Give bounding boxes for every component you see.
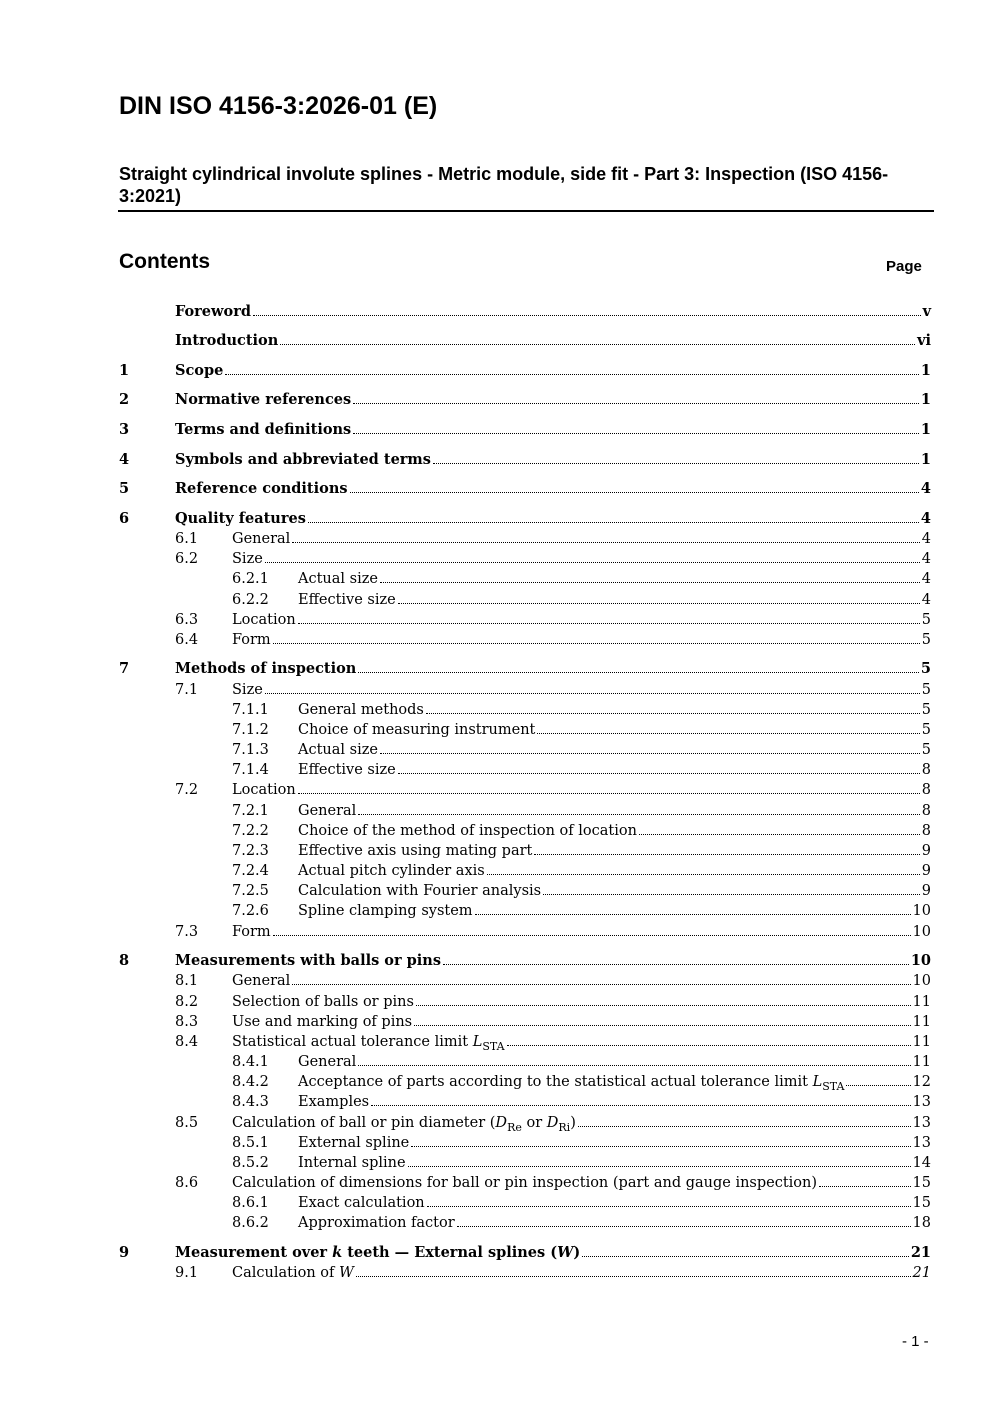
- toc-entry[interactable]: [175, 971, 931, 991]
- toc-dot-leader: [353, 433, 919, 434]
- toc-entry-title: Foreword: [175, 303, 251, 320]
- toc-entry-page: 11: [912, 1034, 931, 1050]
- toc-entry-page: 8: [921, 762, 931, 778]
- toc-entry[interactable]: [119, 509, 931, 529]
- toc-dot-leader: [433, 463, 919, 464]
- toc-entry[interactable]: [232, 720, 931, 740]
- toc-dot-leader: [356, 1276, 911, 1277]
- toc-dot-leader: [273, 935, 911, 936]
- toc-entry-title: Measurements with balls or pins: [175, 952, 442, 969]
- toc-entry-number: 8.6.1: [232, 1195, 269, 1211]
- toc-entry-page: 9: [921, 863, 931, 879]
- toc-entry-page: 4: [921, 551, 931, 567]
- toc-entry-number: 8.5.1: [232, 1135, 269, 1151]
- toc-dot-leader: [398, 773, 920, 774]
- toc-dot-leader: [398, 603, 920, 604]
- toc-dot-leader: [265, 562, 920, 563]
- toc-dot-leader: [578, 1126, 911, 1127]
- toc-entry-page: 15: [912, 1195, 931, 1211]
- toc-entry-page: 5: [920, 660, 931, 677]
- toc-entry-page: 21: [910, 1244, 931, 1261]
- toc-entry-page: v: [922, 303, 931, 320]
- toc-entry-title: General: [232, 531, 291, 547]
- toc-entry-page: 5: [921, 742, 931, 758]
- toc-entry-title: Measurement over k teeth — External splines (W): [175, 1244, 581, 1261]
- toc-entry-page: 10: [912, 973, 931, 989]
- toc-entry-page: 21: [912, 1265, 931, 1281]
- toc-entry-title: Actual size: [298, 571, 378, 587]
- toc-entry-page: 1: [920, 451, 931, 468]
- toc-entry[interactable]: [232, 1193, 931, 1213]
- toc-entry-title: Calculation of W: [232, 1265, 354, 1281]
- toc-entry-title: Terms and definitions: [175, 421, 352, 438]
- document-subtitle: Straight cylindrical involute splines - Metric module, side fit - Part 3: Inspection (ISO 4156-3:2021): [119, 164, 889, 206]
- toc-entry-title: Selection of balls or pins: [232, 994, 414, 1010]
- toc-entry-page: 5: [921, 702, 931, 718]
- toc-entry-number: 8.3: [175, 1014, 199, 1030]
- toc-entry-number: 6.2.2: [232, 592, 269, 608]
- toc-entry-number: 6: [119, 510, 130, 527]
- toc-entry-page: 8: [921, 782, 931, 798]
- toc-entry-title: Effective size: [298, 592, 396, 608]
- toc-entry-page: 4: [920, 510, 931, 527]
- toc-entry[interactable]: [232, 1072, 931, 1093]
- toc-entry-page: 4: [921, 531, 931, 547]
- toc-entry-number: 2: [119, 391, 130, 408]
- toc-entry-page: 4: [921, 571, 931, 587]
- toc-dot-leader: [487, 874, 920, 875]
- toc-entry-page: 10: [912, 903, 931, 919]
- toc-entry-title: Form: [232, 632, 271, 648]
- toc-entry-number: 1: [119, 362, 130, 379]
- toc-dot-leader: [225, 374, 919, 375]
- toc-dot-leader: [265, 693, 920, 694]
- toc-entry-number: 7.1.2: [232, 722, 269, 738]
- toc-entry-page: 10: [910, 952, 931, 969]
- toc-entry-title: Approximation factor: [298, 1215, 455, 1231]
- toc-dot-leader: [371, 1105, 910, 1106]
- toc-entry-title: Effective axis using mating part: [298, 843, 533, 859]
- toc-entry-title: Calculation of dimensions for ball or pin inspection (part and gauge inspection): [232, 1175, 818, 1191]
- toc-entry-page: 5: [921, 612, 931, 628]
- toc-entry-title: Actual size: [298, 742, 378, 758]
- toc-entry-title: Use and marking of pins: [232, 1014, 413, 1030]
- toc-dot-leader: [537, 733, 919, 734]
- toc-entry-number: 7.2.6: [232, 903, 269, 919]
- toc-entry[interactable]: [119, 390, 931, 410]
- toc-entry-page: 11: [912, 1014, 931, 1030]
- toc-entry-number: 6.3: [175, 612, 199, 628]
- toc-entry-title: Introduction: [175, 332, 279, 349]
- toc-entry-page: 18: [912, 1215, 931, 1231]
- toc-entry[interactable]: [175, 1032, 931, 1053]
- toc-entry-title: Exact calculation: [298, 1195, 425, 1211]
- toc-entry-page: 9: [921, 883, 931, 899]
- toc-entry[interactable]: [175, 610, 931, 630]
- toc-entry-number: 6.1: [175, 531, 199, 547]
- toc-dot-leader: [819, 1186, 911, 1187]
- toc-entry-number: 7.2.1: [232, 803, 269, 819]
- toc-entry-page: 8: [921, 803, 931, 819]
- toc-entry-title: External spline: [298, 1135, 410, 1151]
- toc-entry-number: 7.1: [175, 682, 199, 698]
- toc-entry[interactable]: [175, 1263, 931, 1283]
- toc-entry-number: 9.1: [175, 1265, 199, 1281]
- toc-entry-page: 5: [921, 682, 931, 698]
- toc-entry-page: 14: [912, 1155, 931, 1171]
- toc-entry-page: 4: [920, 480, 931, 497]
- toc-entry-number: 8.1: [175, 973, 199, 989]
- toc-entry-title: Actual pitch cylinder axis: [298, 863, 485, 879]
- toc-entry[interactable]: [232, 1133, 931, 1153]
- page-number: - 1 -: [902, 1333, 929, 1350]
- toc-entry[interactable]: [232, 700, 931, 720]
- toc-entry-page: 13: [912, 1135, 931, 1151]
- toc-dot-leader: [308, 522, 919, 523]
- toc-entry-title: General: [232, 973, 291, 989]
- toc-dot-leader: [292, 984, 910, 985]
- toc-entry[interactable]: [232, 841, 931, 861]
- toc-entry-title: Choice of the method of inspection of location: [298, 823, 637, 839]
- page-column-label: Page: [886, 258, 922, 275]
- toc-dot-leader: [639, 834, 920, 835]
- toc-dot-leader: [543, 894, 920, 895]
- toc-entry-title: Statistical actual tolerance limit $L_{STA}$: [232, 1034, 505, 1053]
- toc-entry-title: Spline clamping system: [298, 903, 473, 919]
- toc-entry-page: 1: [920, 362, 931, 379]
- toc-dot-leader: [416, 1005, 911, 1006]
- toc-entry[interactable]: [232, 801, 931, 821]
- toc-entry[interactable]: [175, 549, 931, 569]
- toc-entry-page: 13: [912, 1094, 931, 1110]
- toc-entry-number: 7.2: [175, 782, 199, 798]
- toc-entry-number: 8.2: [175, 994, 199, 1010]
- toc-entry-number: 8.5: [175, 1115, 199, 1131]
- toc-entry-number: 8.4.3: [232, 1094, 269, 1110]
- toc-entry-number: 6.4: [175, 632, 199, 648]
- toc-entry-title: Location: [232, 782, 296, 798]
- contents-heading: Contents: [119, 250, 210, 273]
- toc-dot-leader: [475, 914, 911, 915]
- toc-entry[interactable]: [232, 1153, 931, 1173]
- toc-entry[interactable]: [232, 1213, 931, 1233]
- toc-entry-title: General: [298, 803, 357, 819]
- toc-dot-leader: [273, 643, 920, 644]
- toc-entry[interactable]: [175, 992, 931, 1012]
- toc-entry-title: General: [298, 1054, 357, 1070]
- toc-entry-number: 9: [119, 1244, 130, 1261]
- toc-dot-leader: [280, 344, 915, 345]
- toc-entry[interactable]: [119, 1243, 931, 1263]
- toc-dot-leader: [507, 1045, 911, 1046]
- toc-entry-number: 7.2.3: [232, 843, 269, 859]
- toc-entry[interactable]: [175, 331, 931, 351]
- toc-entry-page: 11: [912, 994, 931, 1010]
- toc-dot-leader: [358, 1065, 910, 1066]
- toc-dot-leader: [380, 753, 920, 754]
- toc-entry-title: Size: [232, 682, 263, 698]
- toc-entry[interactable]: [232, 901, 931, 921]
- toc-entry[interactable]: [232, 1052, 931, 1072]
- toc-entry-page: 9: [921, 843, 931, 859]
- toc-entry-title: Quality features: [175, 510, 306, 527]
- toc-entry-page: 8: [921, 823, 931, 839]
- toc-entry[interactable]: [119, 361, 931, 381]
- toc-entry[interactable]: [175, 922, 931, 942]
- toc-entry-title: Scope: [175, 362, 224, 379]
- toc-entry[interactable]: [232, 821, 931, 841]
- toc-entry[interactable]: [232, 861, 931, 881]
- toc-entry-number: 8.6: [175, 1175, 199, 1191]
- toc-entry[interactable]: [119, 450, 931, 470]
- toc-entry[interactable]: [119, 479, 931, 499]
- document-title: DIN ISO 4156-3:2026-01 (E): [119, 92, 438, 120]
- toc-entry-number: 7.3: [175, 924, 199, 940]
- toc-dot-leader: [846, 1085, 910, 1086]
- toc-entry-number: 8.6.2: [232, 1215, 269, 1231]
- toc-entry-number: 5: [119, 480, 130, 497]
- toc-entry-number: 4: [119, 451, 130, 468]
- toc-entry-title: Examples: [298, 1094, 370, 1110]
- toc-entry-title: Effective size: [298, 762, 396, 778]
- toc-entry-title: Calculation of ball or pin diameter ($D_{Re}$ or $D_{Ri}$): [232, 1115, 576, 1134]
- toc-entry-page: vi: [917, 332, 931, 349]
- toc-entry-page: 1: [920, 421, 931, 438]
- toc-entry[interactable]: [175, 780, 931, 800]
- toc-entry-number: 3: [119, 421, 130, 438]
- toc-entry-number: 6.2: [175, 551, 199, 567]
- toc-dot-leader: [443, 964, 909, 965]
- toc-entry-number: 8.4: [175, 1034, 199, 1050]
- toc-entry-title: Internal spline: [298, 1155, 406, 1171]
- toc-entry-page: 1: [920, 391, 931, 408]
- toc-entry-page: 10: [912, 924, 931, 940]
- toc-entry-number: 7.2.4: [232, 863, 269, 879]
- toc-entry-title: Size: [232, 551, 263, 567]
- toc-entry-title: Choice of measuring instrument: [298, 722, 536, 738]
- toc-dot-leader: [426, 713, 920, 714]
- toc-entry-title: Acceptance of parts according to the statistical actual tolerance limit $L_{STA}$: [298, 1074, 845, 1093]
- toc-dot-leader: [408, 1166, 911, 1167]
- toc-entry[interactable]: [175, 680, 931, 700]
- toc-entry-page: 5: [921, 722, 931, 738]
- toc-dot-leader: [582, 1256, 909, 1257]
- toc-entry[interactable]: [232, 740, 931, 760]
- toc-entry-number: 8.4.2: [232, 1074, 269, 1090]
- toc-entry-page: 11: [912, 1054, 931, 1070]
- toc-entry-number: 8.4.1: [232, 1054, 269, 1070]
- toc-entry[interactable]: [175, 1173, 931, 1193]
- toc-entry[interactable]: [119, 951, 931, 971]
- toc-entry-number: 7.2.5: [232, 883, 269, 899]
- toc-entry[interactable]: [232, 881, 931, 901]
- toc-entry-page: 5: [921, 632, 931, 648]
- toc-dot-leader: [427, 1206, 911, 1207]
- toc-dot-leader: [457, 1226, 911, 1227]
- toc-entry-title: Normative references: [175, 391, 352, 408]
- toc-dot-leader: [411, 1146, 910, 1147]
- toc-entry-title: Form: [232, 924, 271, 940]
- toc-dot-leader: [358, 672, 919, 673]
- toc-entry-number: 7.1.4: [232, 762, 269, 778]
- toc-dot-leader: [253, 315, 921, 316]
- toc-entry-number: 7: [119, 660, 130, 677]
- toc-entry-title: Symbols and abbreviated terms: [175, 451, 431, 468]
- toc-entry[interactable]: [175, 529, 931, 549]
- toc-entry-title: General methods: [298, 702, 424, 718]
- toc-entry[interactable]: [175, 1113, 931, 1134]
- toc-entry[interactable]: [232, 760, 931, 780]
- toc-dot-leader: [350, 492, 919, 493]
- toc-dot-leader: [414, 1025, 910, 1026]
- toc-dot-leader: [298, 623, 920, 624]
- toc-entry-page: 4: [921, 592, 931, 608]
- toc-dot-leader: [353, 403, 919, 404]
- toc-entry[interactable]: [175, 302, 931, 322]
- toc-dot-leader: [292, 542, 919, 543]
- toc-entry-title: Calculation with Fourier analysis: [298, 883, 542, 899]
- toc-entry-number: 7.1.1: [232, 702, 269, 718]
- toc-entry-number: 8: [119, 952, 130, 969]
- toc-entry-title: Reference conditions: [175, 480, 348, 497]
- toc-entry-number: 8.5.2: [232, 1155, 269, 1171]
- toc-entry-title: Location: [232, 612, 296, 628]
- toc-entry-title: Methods of inspection: [175, 660, 357, 677]
- toc-entry[interactable]: [119, 420, 931, 440]
- toc-entry[interactable]: [232, 590, 931, 610]
- toc-dot-leader: [534, 854, 919, 855]
- toc-entry[interactable]: [232, 1092, 931, 1112]
- toc-entry[interactable]: [119, 659, 931, 679]
- toc-dot-leader: [298, 793, 920, 794]
- toc-entry-number: 7.1.3: [232, 742, 269, 758]
- toc-entry-page: 15: [912, 1175, 931, 1191]
- toc-entry-page: 12: [912, 1074, 931, 1090]
- toc-entry[interactable]: [175, 1012, 931, 1032]
- toc-entry-page: 13: [912, 1115, 931, 1131]
- toc-entry[interactable]: [175, 630, 931, 650]
- toc-entry-number: 6.2.1: [232, 571, 269, 587]
- toc-entry-number: 7.2.2: [232, 823, 269, 839]
- toc-dot-leader: [380, 582, 920, 583]
- toc-entry[interactable]: [232, 569, 931, 589]
- toc-dot-leader: [358, 814, 919, 815]
